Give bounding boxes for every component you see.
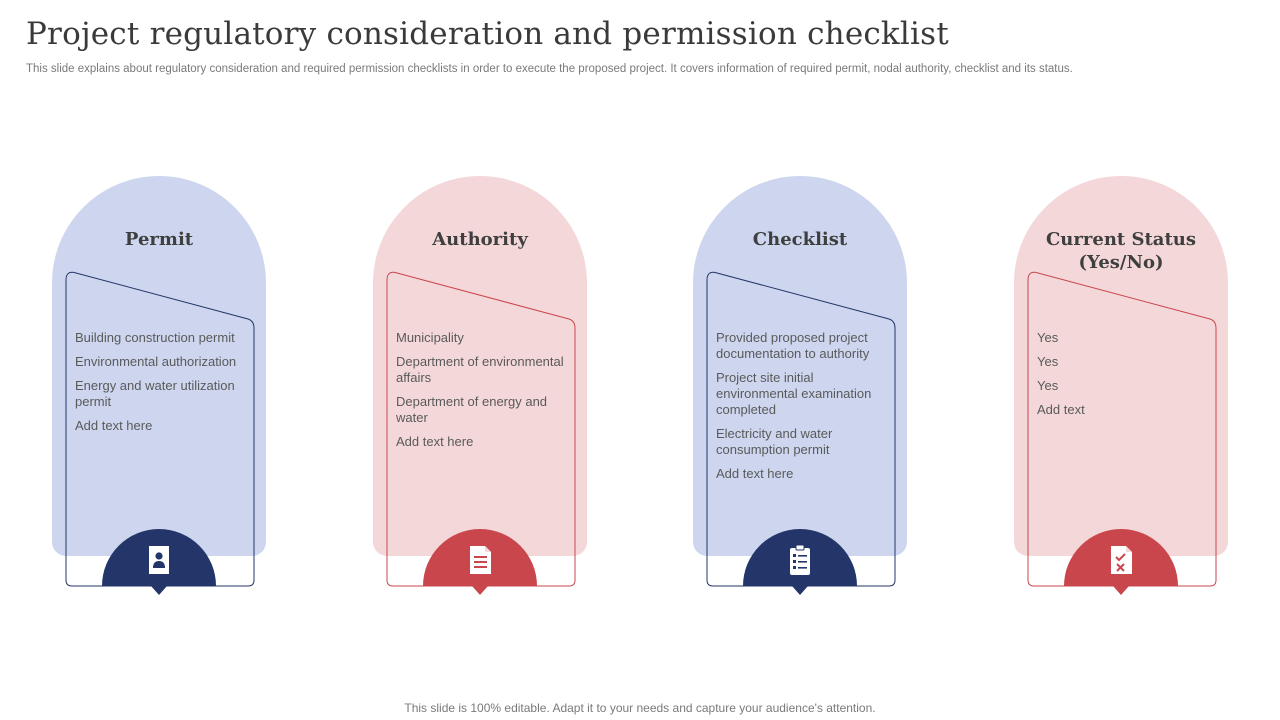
document-icon [465, 543, 495, 577]
list-item: Yes [1037, 354, 1059, 369]
card-checklist [693, 176, 907, 606]
list-item: Project site initial environmental examination completed [716, 370, 872, 417]
list-item: Department of environmental affairs [396, 354, 564, 385]
list-item: Provided proposed project documentation to authority [716, 330, 870, 361]
page-subtitle: This slide explains about regulatory consideration and required permission checklists in order to execute the proposed project. It covers information of required permit, nodal authority, checklist and its status. [26, 63, 1073, 75]
document-check-x-icon [1106, 543, 1136, 577]
list-item: Energy and water utilization permit [75, 378, 235, 409]
footer-note: This slide is 100% editable. Adapt it to your needs and capture your audience's attention. [404, 701, 876, 715]
list-item: Building construction permit [75, 330, 235, 345]
clipboard-checklist-icon [785, 543, 815, 577]
list-item: Add text here [75, 418, 153, 433]
card-items [716, 330, 891, 490]
badge-pointer [1113, 586, 1129, 595]
list-item: Yes [1037, 378, 1059, 393]
badge-pointer [472, 586, 488, 595]
list-item: Electricity and water consumption permit [716, 426, 833, 457]
card-items [75, 330, 250, 442]
card-permit [52, 176, 266, 606]
card-title: Current Status (Yes/No) [1045, 229, 1196, 273]
list-item: Add text [1037, 402, 1085, 417]
id-card-icon [144, 543, 174, 577]
card-title: Checklist [752, 229, 848, 250]
list-item: Add text here [716, 466, 794, 481]
list-item: Add text here [396, 434, 474, 449]
list-item: Environmental authorization [75, 354, 237, 369]
badge-pointer [151, 586, 167, 595]
card-items [1037, 330, 1212, 426]
card-current-status [1014, 176, 1228, 606]
badge-pointer [792, 586, 808, 595]
list-item: Department of energy and water [396, 394, 548, 425]
card-items [396, 330, 571, 458]
page-title: Project regulatory consideration and permission checklist [26, 16, 949, 52]
list-item: Yes [1037, 330, 1059, 345]
list-item: Municipality [396, 330, 464, 345]
card-authority [373, 176, 587, 606]
card-title: Authority [432, 229, 528, 250]
card-title: Permit [124, 229, 194, 250]
